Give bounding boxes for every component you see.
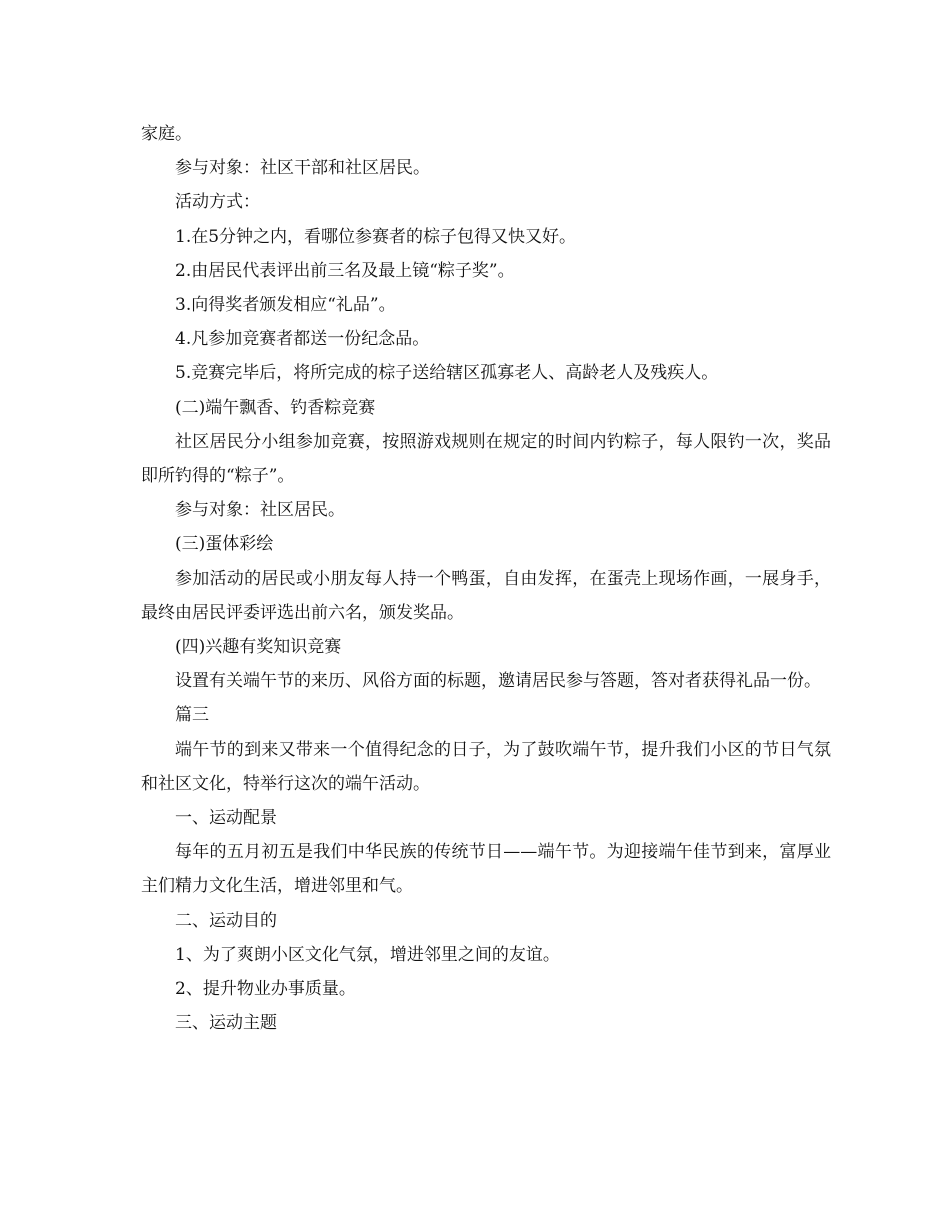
paragraph-16: 篇三 — [175, 705, 209, 726]
paragraph-15: 设置有关端午节的来历、风俗方面的标题，邀请居民参与答题，答对者获得礼品一份。 — [175, 671, 821, 692]
paragraph-10: 社区居民分小组参加竞赛，按照游戏规则在规定的时间内钓粽子，每人限钓一次，奖品即所钓得的“粽子”。 — [141, 431, 831, 487]
document-body — [141, 117, 831, 1040]
paragraph-7: 4.凡参加竞赛者都送一份纪念品。 — [175, 329, 430, 350]
paragraph-1: 家庭。 — [141, 124, 192, 144]
paragraph-21: 1、为了爽朗小区文化气氛，增进邻里之间的友谊。 — [175, 944, 560, 965]
paragraph-2: 参与对象：社区干部和社区居民。 — [175, 158, 430, 179]
paragraph-12: (三)蛋体彩绘 — [175, 534, 274, 555]
paragraph-4: 1.在5分钟之内，看哪位参赛者的棕子包得又快又好。 — [175, 226, 577, 247]
paragraph-14: (四)兴趣有奖知识竞赛 — [175, 637, 342, 658]
paragraph-5: 2.由居民代表评出前三名及最上镜“粽子奖”。 — [175, 260, 515, 281]
paragraph-8: 5.竞赛完毕后，将所完成的棕子送给辖区孤寡老人、高龄老人及残疾人。 — [175, 363, 719, 384]
paragraph-19: 每年的五月初五是我们中华民族的传统节日——端午节。为迎接端午佳节到来，富厚业主们精力文化生活，增进邻里和气。 — [141, 842, 831, 897]
paragraph-23: 三、运动主题 — [175, 1013, 277, 1034]
paragraph-3: 活动方式： — [175, 192, 260, 213]
paragraph-11: 参与对象：社区居民。 — [175, 500, 345, 521]
paragraph-6: 3.向得奖者颁发相应“礼品”。 — [175, 295, 396, 316]
paragraph-9: (二)端午飘香、钓香粽竞赛 — [175, 397, 376, 418]
paragraph-20: 二、运动目的 — [175, 910, 277, 931]
paragraph-18: 一、运动配景 — [175, 808, 277, 829]
paragraph-22: 2、提升物业办事质量。 — [175, 979, 356, 1000]
paragraph-13: 参加活动的居民或小朋友每人持一个鸭蛋，自由发挥，在蛋壳上现场作画，一展身手，最终由居民评委评选出前六名，颁发奖品。 — [141, 568, 831, 623]
paragraph-17: 端午节的到来又带来一个值得纪念的日子，为了鼓吹端午节，提升我们小区的节日气氛和社区文化，特举行这次的端午活动。 — [141, 739, 831, 794]
